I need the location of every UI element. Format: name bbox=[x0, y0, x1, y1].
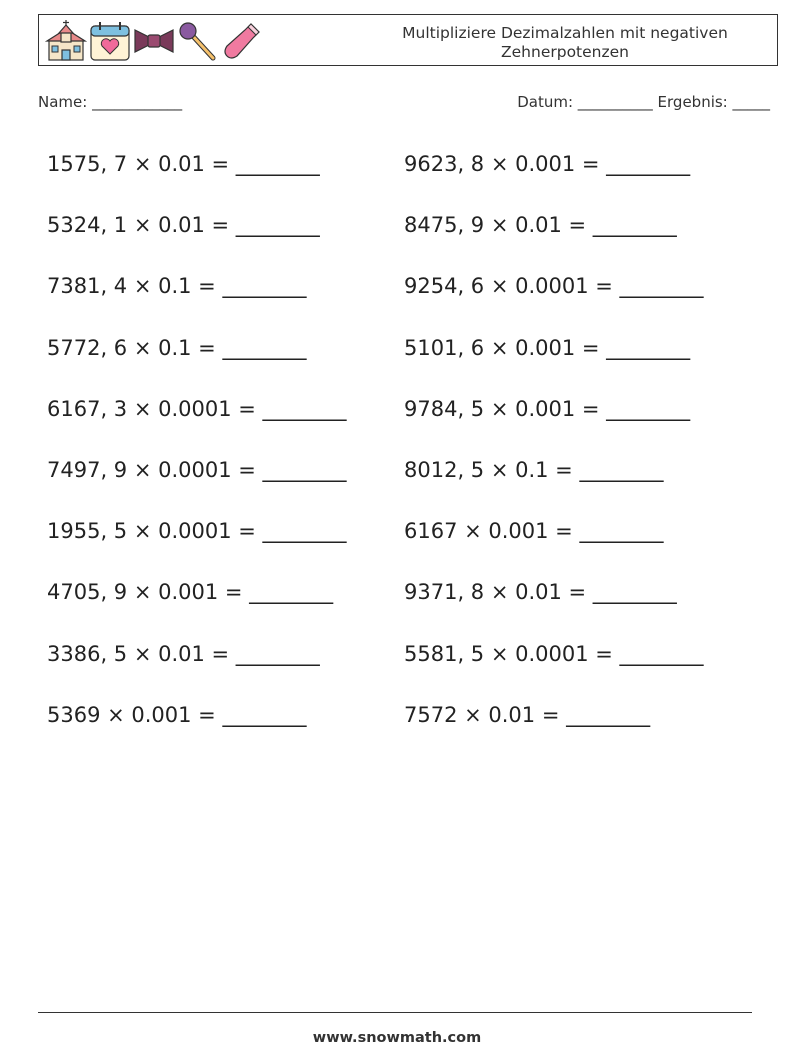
footer-divider bbox=[38, 1012, 752, 1013]
bow-tie-icon bbox=[133, 20, 175, 62]
problem-item: 7497, 9 × 0.0001 = ________ bbox=[47, 457, 347, 482]
problem-row bbox=[47, 638, 767, 699]
problem-item: 3386, 5 × 0.01 = ________ bbox=[47, 641, 320, 666]
church-icon bbox=[45, 20, 87, 62]
microphone-icon bbox=[177, 20, 219, 62]
date-result-field: Datum: __________ Ergebnis: _____ bbox=[517, 93, 770, 111]
problem-row bbox=[47, 515, 767, 576]
problem-row bbox=[47, 393, 767, 454]
problem-item: 7572 × 0.01 = ________ bbox=[404, 702, 651, 727]
problem-item: 6167 × 0.001 = ________ bbox=[404, 519, 664, 544]
problem-item: 5772, 6 × 0.1 = ________ bbox=[47, 335, 307, 360]
problem-item: 5369 × 0.001 = ________ bbox=[47, 702, 307, 727]
problem-row bbox=[47, 699, 767, 760]
problem-grid bbox=[47, 148, 767, 760]
problem-row bbox=[47, 332, 767, 393]
problem-item: 7381, 4 × 0.1 = ________ bbox=[47, 274, 307, 299]
champagne-bottle-icon bbox=[221, 20, 263, 62]
problem-item: 8012, 5 × 0.1 = ________ bbox=[404, 457, 664, 482]
problem-item: 4705, 9 × 0.001 = ________ bbox=[47, 580, 334, 605]
problem-row bbox=[47, 148, 767, 209]
problem-item: 8475, 9 × 0.01 = ________ bbox=[404, 213, 677, 238]
problem-item: 9254, 6 × 0.0001 = ________ bbox=[404, 274, 704, 299]
problem-item: 1575, 7 × 0.01 = ________ bbox=[47, 152, 320, 176]
problem-row bbox=[47, 270, 767, 331]
problem-item: 5101, 6 × 0.001 = ________ bbox=[404, 335, 691, 360]
problem-item: 1955, 5 × 0.0001 = ________ bbox=[47, 519, 347, 544]
name-field: Name: ____________ bbox=[38, 93, 183, 111]
problem-row bbox=[47, 576, 767, 637]
problem-row bbox=[47, 454, 767, 515]
problem-item: 9371, 8 × 0.01 = ________ bbox=[404, 580, 677, 605]
footer-url: www.snowmath.com bbox=[312, 1030, 482, 1046]
problem-item: 5581, 5 × 0.0001 = ________ bbox=[404, 641, 704, 666]
problem-row bbox=[47, 209, 767, 270]
problem-item: 5324, 1 × 0.01 = ________ bbox=[47, 213, 320, 238]
problem-item: 9623, 8 × 0.001 = ________ bbox=[404, 152, 691, 176]
problem-item: 9784, 5 × 0.001 = ________ bbox=[404, 396, 691, 421]
worksheet-header bbox=[38, 14, 778, 66]
header-icons bbox=[45, 20, 263, 62]
calendar-heart-icon bbox=[89, 20, 131, 62]
worksheet-title: Multipliziere Dezimalzahlen mit negativen Zehnerpotenzen bbox=[402, 24, 728, 61]
problem-item: 6167, 3 × 0.0001 = ________ bbox=[47, 396, 347, 421]
